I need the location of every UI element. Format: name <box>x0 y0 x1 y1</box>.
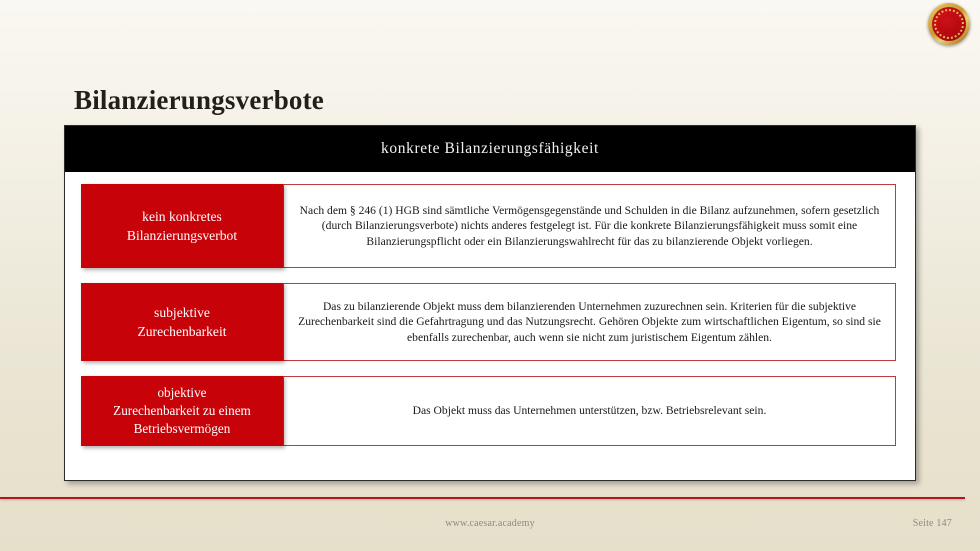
table-row <box>81 376 896 446</box>
page-title: Bilanzierungsverbote <box>74 85 324 116</box>
table-header-label: konkrete Bilanzierungsfähigkeit <box>381 140 599 157</box>
footer-website-url: www.caesar.academy <box>445 518 535 529</box>
row-label-line: Zurechenbarkeit <box>137 324 227 339</box>
table-header-bar <box>65 126 915 172</box>
concept-table <box>64 125 916 481</box>
table-row <box>81 283 896 361</box>
row-label-kein-konkretes-bilanzierungsverbot <box>81 184 283 268</box>
row-label-subjektive-zurechenbarkeit <box>81 283 283 361</box>
row-label-line: Zurechenbarkeit zu einem <box>113 403 251 418</box>
row-label-line: objektive <box>157 385 207 400</box>
row-label-line: Bilanzierungsverbot <box>126 228 238 243</box>
seal-inner-disc <box>932 7 966 41</box>
caesar-academy-seal-logo <box>928 3 970 45</box>
footer-page-number: Seite 147 <box>912 518 952 529</box>
table-row <box>81 184 896 268</box>
seal-core <box>939 14 959 34</box>
row-label-objektive-zurechenbarkeit <box>81 376 283 446</box>
row-label-line: Betriebsvermögen <box>133 421 231 436</box>
row-text-objektive-zurechenbarkeit: Das Objekt muss das Unternehmen unterstützen, bzw. Betriebsrelevant sein. <box>283 376 896 446</box>
row-text-kein-konkretes-bilanzierungsverbot: Nach dem § 246 (1) HGB sind sämtliche Vermögensgegenstände und Schulden in die Bilanz aufzunehmen, sofern gesetzlich (durch Bilanzierungsverbote) nichts anderes festgelegt ist. Für die konkrete Bilanzierungsfähigkeit muss somit eine Bilanzierungspflicht oder ein Bilanzierungswahlrecht für das zu bilanzierende Objekt vorliegen. <box>283 184 896 268</box>
row-text-subjektive-zurechenbarkeit: Das zu bilanzierende Objekt muss dem bilanzierenden Unternehmen zuzurechnen sein. Kriterien für die subjektive Zurechenbarkeit sind die Gefahrtragung und das Nutzungsrecht. Gehören Objekte zum wirtschaftlichen Eigentum, so sind sie ebenfalls zurechenbar, auch wenn sie nicht zum juristischem Eigentum zählen. <box>283 283 896 361</box>
table-rows <box>65 172 915 458</box>
row-label-line: subjektive <box>154 305 210 320</box>
footer-divider <box>0 497 965 499</box>
row-label-line: kein konkretes <box>142 209 222 224</box>
